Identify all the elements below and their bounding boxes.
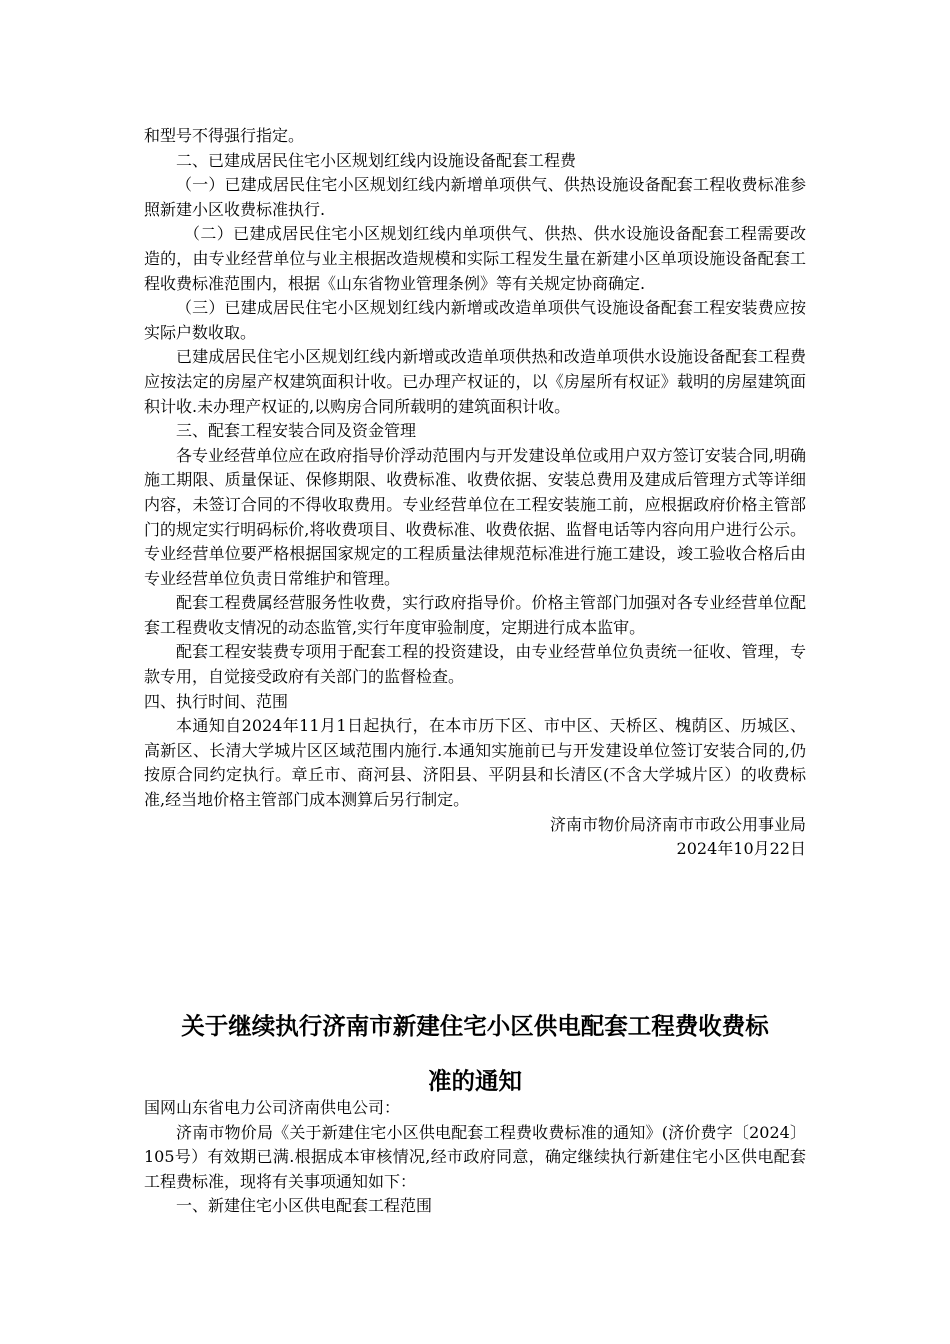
notice-body	[144, 1096, 806, 1219]
title-line-2: 准的通知	[428, 1067, 522, 1095]
paragraph-pricing: 配套工程费属经营服务性收费，实行政府指导价。价格主管部门加强对各专业经营单位配套工程费收支情况的动态监管,实行年度审验制度，定期进行成本监审。	[144, 593, 806, 637]
intro-paragraph: 济南市物价局《关于新建住宅小区供电配套工程费收费标准的通知》(济价费字〔2024〕105号）有效期已满.根据成本审核情况,经市政府同意，确定继续执行新建住宅小区供电配套工程费标准，现将有关事项通知如下：	[144, 1122, 806, 1191]
date-line: 2024年10月22日	[676, 839, 806, 859]
paragraph-funds: 配套工程安装费专项用于配套工程的投资建设，由专业经营单位负责统一征收、管理，专款专用，自觉接受政府有关部门的监督检查。	[144, 642, 806, 687]
section-heading-1: 一、新建住宅小区供电配套工程范围	[176, 1196, 433, 1216]
section-heading-3: 三、配套工程安装合同及资金管理	[176, 421, 417, 441]
title-line-1: 关于继续执行济南市新建住宅小区供电配套工程费收费标	[181, 1012, 769, 1040]
section-heading-2: 二、已建成居民住宅小区规划红线内设施设备配套工程费	[176, 150, 577, 170]
addressee: 国网山东省电力公司济南供电公司：	[144, 1098, 401, 1117]
notice-title	[144, 999, 806, 1109]
paragraph-contract: 各专业经营单位应在政府指导价浮动范围内与开发建设单位或用户双方签订安装合同,明确施工期限、质量保证、保修期限、收费标准、收费依据、安装总费用及建成后管理方式等详细内容，未签订合同的不得收取费用。专业经营单位在工程安装施工前，应根据政府价格主管部门的规定实行明码标价,将收费项目、收费标准、收费依据、监督电话等内容向用户进行公示。专业经营单位要严格根据国家规定的工程质量法律规范标准进行施工建设，竣工验收合格后由专业经营单位负责日常维护和管理。	[144, 445, 806, 588]
document-body	[144, 124, 806, 862]
paragraph-area-fee: 已建成居民住宅小区规划红线内新增或改造单项供热和改造单项供水设施设备配套工程费应按法定的房屋产权建筑面积计收。已办理产权证的，以《房屋所有权证》载明的房屋建筑面积计收.未办理产权证的,以购房合同所载明的建筑面积计收。	[144, 347, 806, 416]
paragraph-item-1: （一）已建成居民住宅小区规划红线内新增单项供气、供热设施设备配套工程收费标准参照新建小区收费标准执行.	[144, 175, 806, 219]
paragraph-effective: 本通知自2024年11月1日起执行，在本市历下区、市中区、天桥区、槐荫区、历城区、高新区、长清大学城片区区域范围内施行.本通知实施前已与开发建设单位签订安装合同的,仍按原合同约定执行。章丘市、商河县、济阳县、平阴县和长清区(不含大学城片区）的收费标准,经当地价格主管部门成本测算后另行制定。	[144, 716, 806, 810]
signature-line: 济南市物价局济南市市政公用事业局	[549, 814, 806, 834]
paragraph-item-2: （二）已建成居民住宅小区规划红线内单项供气、供热、供水设施设备配套工程需要改造的，由专业经营单位与业主根据改造规模和实际工程发生量在新建小区单项设施设备配套工程收费标准范围内，根据《山东省物业管理条例》等有关规定协商确定.	[144, 224, 806, 293]
paragraph-continuation: 和型号不得强行指定。	[144, 126, 305, 145]
paragraph-item-3: （三）已建成居民住宅小区规划红线内新增或改造单项供气设施设备配套工程安装费应按实际户数收取。	[144, 298, 806, 342]
section-heading-4: 四、执行时间、范围	[144, 691, 289, 711]
